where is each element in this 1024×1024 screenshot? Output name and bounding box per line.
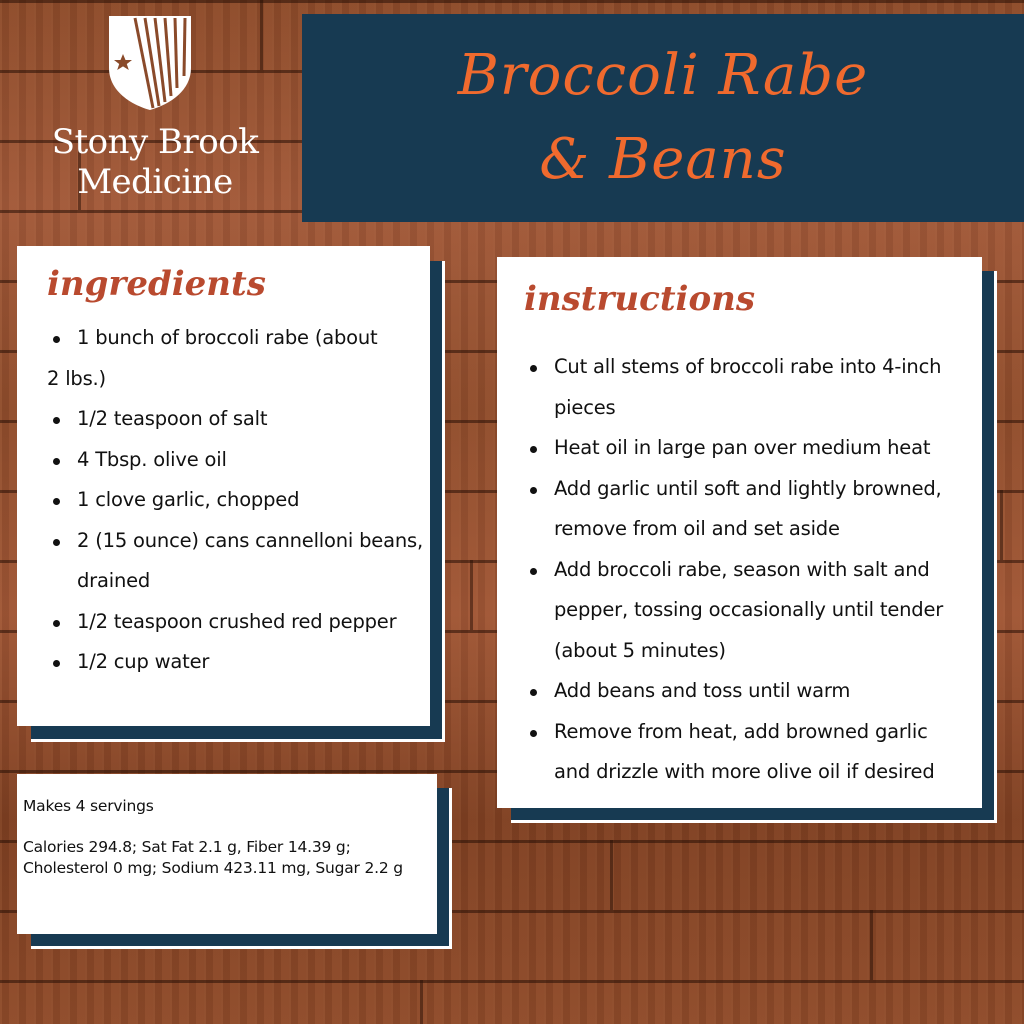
nutrition-card xyxy=(17,774,437,934)
list-item: Heat oil in large pan over medium heat xyxy=(524,428,964,469)
list-item: 1 clove garlic, chopped xyxy=(47,480,430,521)
servings-text: Makes 4 servings xyxy=(23,797,154,815)
wood-seam xyxy=(420,980,423,1024)
recipe-title-line-1: Broccoli Rabe xyxy=(457,43,869,108)
recipe-title-line-2: & Beans xyxy=(539,127,787,192)
title-banner xyxy=(302,14,1024,222)
list-item: 1 bunch of broccoli rabe (about xyxy=(47,318,430,359)
wood-seam xyxy=(610,840,613,910)
list-item: Add broccoli rabe, season with salt and pepper, tossing occasionally until tender (about 5 minutes) xyxy=(524,550,964,672)
instructions-list xyxy=(524,347,964,793)
list-item: 1/2 teaspoon of salt xyxy=(47,399,430,440)
ingredients-card xyxy=(17,246,430,726)
logo-line-2: Medicine xyxy=(77,162,233,202)
ingredients-list xyxy=(47,318,430,683)
list-item: Remove from heat, add browned garlic and drizzle with more olive oil if desired xyxy=(524,712,964,793)
nutrition-facts-text: Calories 294.8; Sat Fat 2.1 g, Fiber 14.39 g; Cholesterol 0 mg; Sodium 423.11 mg, Sugar 2.2 g xyxy=(23,838,403,877)
ingredients-heading: ingredients xyxy=(47,264,266,304)
instructions-card xyxy=(497,257,982,808)
wood-seam xyxy=(870,910,873,980)
wood-seam xyxy=(470,560,473,630)
shield-icon xyxy=(105,12,195,112)
list-item-continuation: 2 lbs.) xyxy=(47,366,106,390)
list-item: Add beans and toss until warm xyxy=(524,671,964,712)
stony-brook-logo xyxy=(20,12,270,202)
list-item: 2 (15 ounce) cans cannelloni beans, drained xyxy=(47,521,430,602)
list-item: Add garlic until soft and lightly browned, remove from oil and set aside xyxy=(524,469,964,550)
wood-seam xyxy=(1000,490,1003,560)
logo-line-1: Stony Brook xyxy=(51,122,259,162)
list-item: 1/2 teaspoon crushed red pepper xyxy=(47,602,430,643)
logo-wordmark xyxy=(20,122,290,202)
list-item: 4 Tbsp. olive oil xyxy=(47,440,430,481)
instructions-heading: instructions xyxy=(524,279,755,319)
list-item: 1/2 cup water xyxy=(47,642,430,683)
list-item: Cut all stems of broccoli rabe into 4-inch pieces xyxy=(524,347,964,428)
